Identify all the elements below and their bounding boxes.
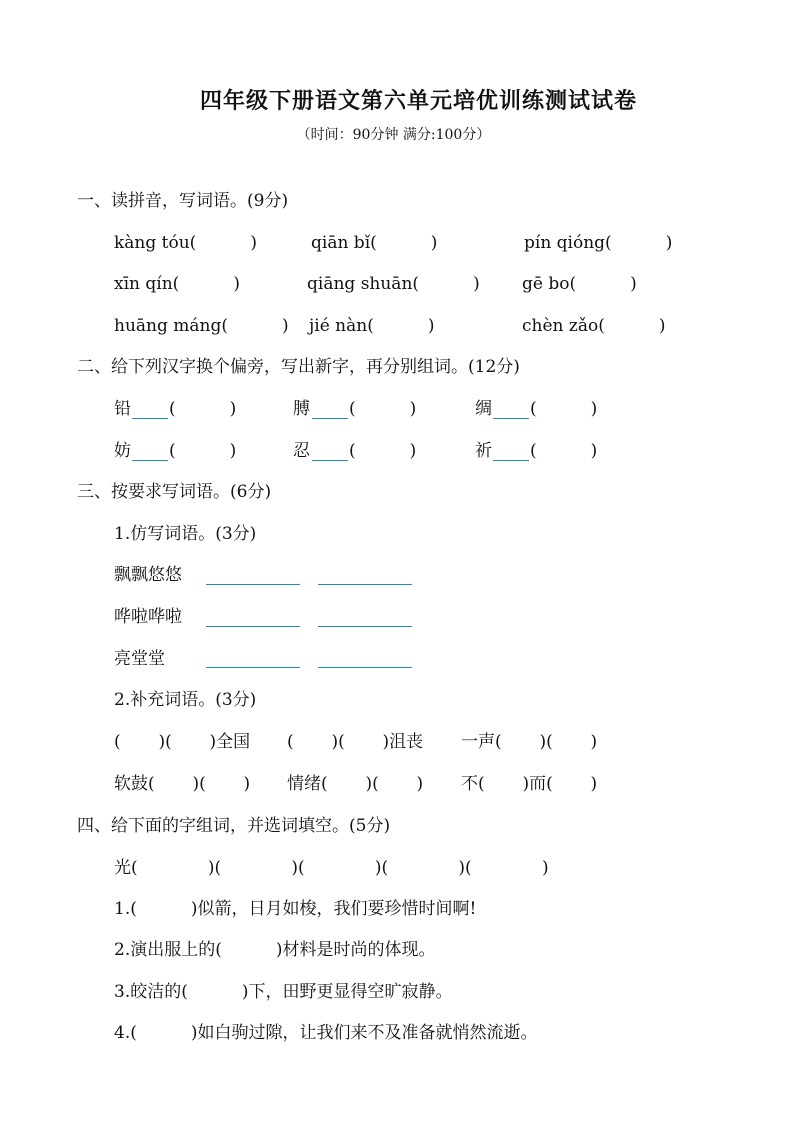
answer-blank[interactable] [132, 460, 168, 461]
word-paren: ( ) [349, 441, 417, 461]
answer-blank[interactable] [312, 460, 348, 461]
word-paren: ( ) [169, 441, 237, 461]
word-paren: ( ) [349, 399, 417, 419]
answer-blank[interactable] [318, 667, 412, 668]
answer-blank[interactable] [206, 584, 300, 585]
fill-sentence: 1.( )似箭，日月如梭，我们要珍惜时间啊! [114, 899, 477, 919]
pinyin-item: qiān bǐ( ) [311, 233, 438, 253]
fill-sentence: 2.演出服上的( )材料是时尚的体现。 [114, 940, 436, 960]
pinyin-item: kàng tóu( ) [114, 233, 257, 253]
radical-char: 妨 [114, 441, 131, 461]
section-3-heading: 三、按要求写词语。(6分) [77, 482, 272, 502]
radical-char: 祈 [475, 441, 492, 461]
radical-char: 铅 [114, 399, 131, 419]
subquestion-2-heading: 2.补充词语。(3分) [114, 690, 257, 710]
answer-blank[interactable] [318, 626, 412, 627]
pinyin-item: gē bo( ) [522, 274, 637, 294]
idiom-fill: ( )( )全国 [114, 732, 251, 752]
fill-sentence: 4.( )如白驹过隙，让我们来不及准备就悄然流逝。 [114, 1023, 538, 1043]
word-paren: ( ) [530, 441, 598, 461]
example-word: 飘飘悠悠 [114, 565, 182, 585]
example-word: 哗啦哗啦 [114, 607, 182, 627]
fill-sentence: 3.皎洁的( )下，田野更显得空旷寂静。 [114, 982, 453, 1002]
page-subtitle: （时间：90分钟 满分:100分） [296, 127, 491, 143]
answer-blank[interactable] [206, 626, 300, 627]
idiom-fill: 情绪( )( ) [287, 774, 424, 794]
idiom-fill: ( )( )沮丧 [287, 732, 424, 752]
pinyin-item: xīn qín( ) [114, 274, 240, 294]
answer-blank[interactable] [206, 667, 300, 668]
answer-blank[interactable] [493, 460, 529, 461]
idiom-fill: 一声( )( ) [461, 732, 598, 752]
section-2-heading: 二、给下列汉字换个偏旁，写出新字，再分别组词。(12分) [77, 357, 520, 377]
idiom-fill: 不( )而( ) [461, 774, 598, 794]
pinyin-item: huāng máng( ) [114, 316, 289, 336]
subquestion-1-heading: 1.仿写词语。(3分) [114, 524, 257, 544]
pinyin-item: chèn zǎo( ) [522, 316, 666, 336]
answer-blank[interactable] [493, 418, 529, 419]
page-title: 四年级下册语文第六单元培优训练测试试卷 [199, 88, 637, 114]
pinyin-item: pín qióng( ) [524, 233, 673, 253]
word-paren: ( ) [530, 399, 598, 419]
pinyin-item: qiāng shuān( ) [307, 274, 480, 294]
answer-blank[interactable] [132, 418, 168, 419]
word-combo-row: 光( )( )( )( )( ) [114, 858, 549, 878]
radical-char: 绸 [475, 399, 492, 419]
radical-char: 膊 [293, 399, 310, 419]
section-1-heading: 一、读拼音，写词语。(9分) [77, 191, 289, 211]
pinyin-item: jié nàn( ) [309, 316, 435, 336]
idiom-fill: 软鼓( )( ) [114, 774, 251, 794]
section-4-heading: 四、给下面的字组词，并选词填空。(5分) [77, 816, 391, 836]
answer-blank[interactable] [318, 584, 412, 585]
radical-char: 忍 [293, 441, 310, 461]
answer-blank[interactable] [312, 418, 348, 419]
example-word: 亮堂堂 [114, 649, 165, 669]
word-paren: ( ) [169, 399, 237, 419]
